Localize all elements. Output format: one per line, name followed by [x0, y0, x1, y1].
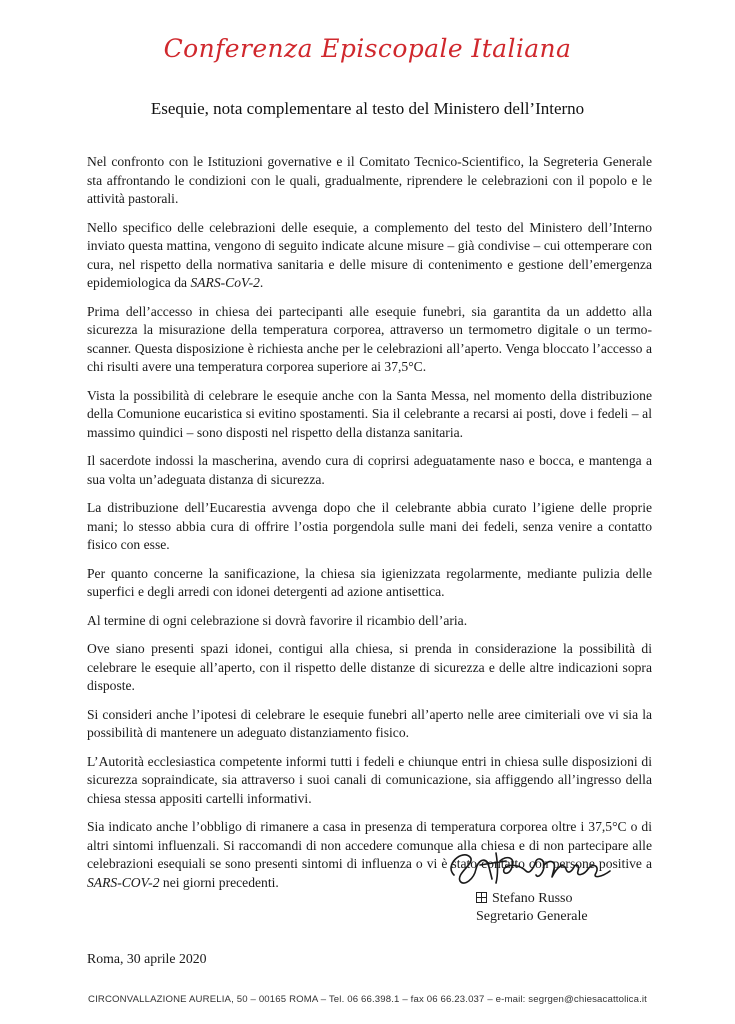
- paragraph: Nel confronto con le Istituzioni governative e il Comitato Tecnico-Scientifico, la Segreteria Generale sta affrontando le condizioni con le quali, gradualmente, riprendere le celebrazioni con il popolo e le attività pastorali.: [87, 154, 652, 206]
- document-body: [87, 153, 652, 902]
- paragraph: Al termine di ogni celebrazione si dovrà favorire il ricambio dell’aria.: [87, 612, 468, 628]
- paragraph: Il sacerdote indossi la mascherina, avendo cura di coprirsi adeguatamente naso e bocca, e mantenga a sua volta un’adeguata distanza di sicurezza.: [87, 453, 652, 487]
- paragraph-end: .: [259, 275, 264, 290]
- paragraph: Vista la possibilità di celebrare le esequie anche con la Santa Messa, nel momento della distribuzione della Comunione eucaristica si evitino spostamenti. Sia il celebrante a recarsi ai posti, dove i fedeli – al massimo quindici – sono disposti nel rispetto della distanza sanitaria.: [87, 387, 652, 440]
- episcopal-cross-icon: [476, 892, 487, 903]
- paragraph: Si consideri anche l’ipotesi di celebrare le esequie funebri all’aperto nelle aree cimiteriali ove vi sia la possibilità di mantenere un adeguato distanziamento fisico.: [87, 706, 652, 740]
- letterhead-logo: Conferenza Episcopale Italiana: [163, 34, 572, 63]
- paragraph: [87, 219, 652, 293]
- document-title: Esequie, nota complementare al testo del Ministero dell’Interno: [150, 99, 585, 118]
- paragraph: Ove siano presenti spazi idonei, contigui alla chiesa, si prenda in considerazione la possibilità di celebrare le esequie all’aperto, con il rispetto delle distanze di sicurezza e delle altre indicazioni sopra disposte.: [87, 641, 652, 693]
- signer-name-text: Stefano Russo: [492, 891, 573, 906]
- signer-role: Segretario Generale: [476, 909, 588, 924]
- paragraph-text: Nello specifico delle celebrazioni delle esequie, a complemento del testo del Ministero dell’Interno inviato questa mattina, vengono di seguito indicate alcune misure – già condivise – cui ottemperare con cura, nel rispetto della normativa sanitaria e delle misure di contenimento e gestione dell’emergenza epidemiologica da: [87, 219, 652, 290]
- paragraph: La distribuzione dell’Eucarestia avvenga dopo che il celebrante abbia curato l’igiene delle proprie mani; lo stesso abbia cura di offrire l’ostia porgendola sulle mani dei fedeli, senza venire a contatto fisico con esse.: [87, 500, 652, 552]
- footer-address: CIRCONVALLAZIONE AURELIA, 50 – 00165 ROMA – Tel. 06 66.398.1 – fax 06 66.23.037 – e-mail: segrgen@chiesacattolica.it: [88, 994, 647, 1005]
- signer-name: [476, 889, 573, 909]
- handwritten-signature: [440, 835, 620, 891]
- paragraph-text: Sia indicato anche l’obbligo di rimanere a casa in presenza di temperatura corporea oltre i 37,5°C o di altri sintomi influenzali. Si raccomandi di non accedere comunque alla chiesa e di non partecipare alle celebrazioni esequiali se sono presenti sintomi di influenza o vi è stato contatto con persone positive a: [87, 819, 652, 871]
- virus-name: SARS-COV-2: [87, 874, 160, 890]
- paragraph: Prima dell’accesso in chiesa dei partecipanti alle esequie funebri, sia garantita da un addetto alla sicurezza la misurazione della temperatura corporea, attraverso un termometro digitale o un termo-scanner. Questa disposizione è richiesta anche per le celebrazioni all’aperto. Venga bloccato l’accesso a chi risulti avere una temperatura corporea superiore ai 37,5°C.: [87, 303, 652, 374]
- place-date: Roma, 30 aprile 2020: [87, 951, 207, 966]
- paragraph: L’Autorità ecclesiastica competente informi tutti i fedeli e chiunque entri in chiesa sulle disposizioni di sicurezza sopraindicate, sia attraverso i suoi canali di comunicazione, sia affiggendo all’ingresso della chiesa stessa appositi cartelli informativi.: [87, 753, 652, 806]
- paragraph: Per quanto concerne la sanificazione, la chiesa sia igienizzata regolarmente, mediante pulizia delle superfici e degli arredi con idonei detergenti ad azione antisettica.: [87, 565, 652, 599]
- virus-name: SARS-CoV-2: [190, 275, 260, 290]
- paragraph-end: nei giorni precedenti.: [159, 874, 279, 890]
